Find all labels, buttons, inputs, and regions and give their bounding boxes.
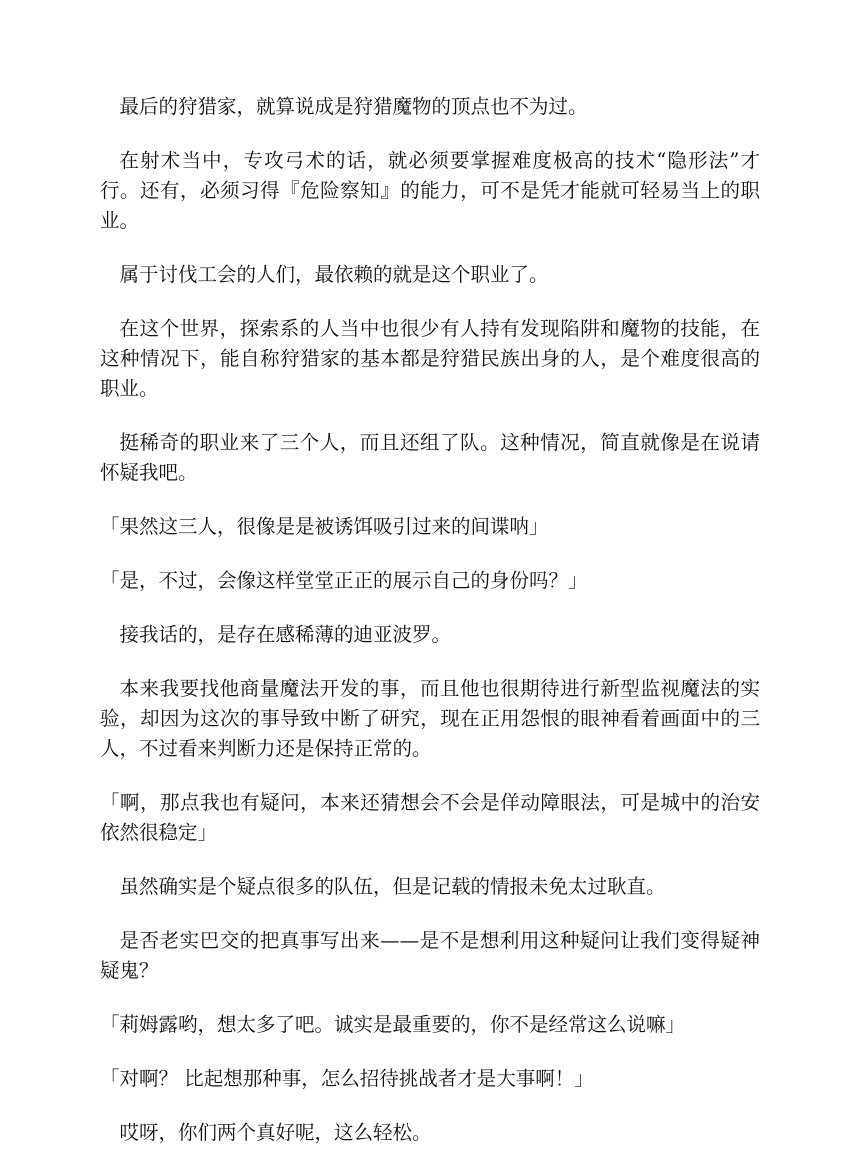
- paragraph-1: 最后的狩猎家，就算说成是狩猎魔物的顶点也不为过。: [119, 95, 588, 118]
- paragraph-4: 在这个世界，探索系的人当中也很少有人持有发现陷阱和魔物的技能，在这种情况下，能自称狩猎家的基本都是狩猎民族出身的人，是个难度很高的职业。: [100, 317, 760, 400]
- paragraph-12: 是否老实巴交的把真事写出来——是不是想利用这种疑问让我们变得疑神疑鬼？: [100, 929, 760, 982]
- document-page: [100, 92, 760, 1172]
- paragraph-2: 在射术当中，专攻弓术的话，就必须要掌握难度极高的技术“隐形法”才行。还有，必须习得『危险察知』的能力，可不是凭才能就可轻易当上的职业。: [100, 149, 760, 232]
- paragraph-3: 属于讨伐工会的人们，最依赖的就是这个职业了。: [119, 263, 549, 286]
- paragraph-8: 接我话的，是存在感稀薄的迪亚波罗。: [119, 623, 452, 646]
- paragraph-7: 「是，不过，会像这样堂堂正正的展示自己的身份吗？」: [100, 569, 588, 592]
- paragraph-15: 哎呀，你们两个真好呢，这么轻松。: [119, 1121, 432, 1144]
- paragraph-13: 「莉姆露哟，想太多了吧。诚实是最重要的，你不是经常这么说嘛」: [100, 1013, 686, 1036]
- paragraph-10: 「啊，那点我也有疑问，本来还猜想会不会是佯动障眼法，可是城中的治安依然很稳定」: [100, 791, 760, 844]
- paragraph-6: 「果然这三人，很像是是被诱饵吸引过来的间谍呐」: [100, 515, 549, 538]
- paragraph-5: 挺稀奇的职业来了三个人，而且还组了队。这种情况，简直就像是在说请怀疑我吧。: [100, 431, 760, 484]
- paragraph-9: 本来我要找他商量魔法开发的事，而且他也很期待进行新型监视魔法的实验，却因为这次的事导致中断了研究，现在正用怨恨的眼神看着画面中的三人，不过看来判断力还是保持正常的。: [100, 677, 760, 760]
- paragraph-14: 「对啊？ 比起想那种事，怎么招待挑战者才是大事啊！」: [100, 1067, 594, 1090]
- paragraph-11: 虽然确实是个疑点很多的队伍，但是记载的情报未免太过耿直。: [119, 875, 666, 898]
